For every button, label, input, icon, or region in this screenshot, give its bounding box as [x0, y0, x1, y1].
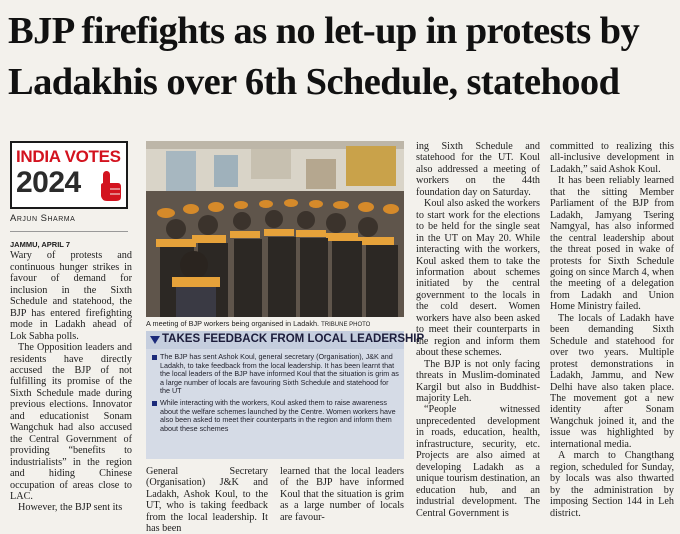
lead-paragraph: Wary of protests and continuous hunger strikes in favour of demand for inclusion in the Sixth Schedule and statehood, the BJP has entered firefighting mode in Ladakh ahead of Lok Sabha polls.	[10, 250, 132, 342]
feedback-sidebar	[146, 331, 425, 459]
badge-line-1: INDIA VOTES	[16, 147, 121, 166]
photo-caption	[146, 319, 404, 328]
sidebar-header	[146, 331, 425, 349]
india-votes-badge	[10, 141, 128, 209]
paragraph: learned that the local leaders of the BJP have informed Koul that the situation is grim as a large number of locals are favour-	[280, 466, 404, 523]
byline: Arjun Sharma	[10, 213, 76, 224]
article-column-3	[416, 141, 540, 519]
headline	[8, 6, 672, 108]
headline-line-1: BJP firefights as no let-up in protests by	[8, 10, 640, 52]
paragraph: committed to realizing this all-inclusive development in Ladakh,” said Ashok Koul.	[550, 141, 674, 175]
article-column-4	[550, 141, 674, 519]
paragraph: A march to Changthang region, scheduled for Sunday, by locals was also thwarted by the administration by imposing Section 144 in Leh district.	[550, 450, 674, 519]
paragraph: However, the BJP sent its	[18, 502, 123, 514]
article-column-2b	[280, 466, 404, 523]
paragraph: Koul also asked the workers to start work for the elections to be held for the single seat in the UT on May 20. While interacting with the workers, Koul asked them to take the information about schemes initiated by the central government to the locals in the cold desert. Women workers have also been asked to meet their counterparts in the region and inform them about these schemes.	[416, 198, 540, 359]
sidebar-bullet: The BJP has sent Ashok Koul, general secretary (Organisation), J&K and Ladakh, to take feedback from the local leadership. It has been learnt that the local leaders of the BJP have informed Koul that the situation is grim as a large number of locals are favouring Sixth Schedule and statehood for the UT	[152, 353, 400, 396]
dateline: JAMMU, APRIL 7	[10, 240, 71, 249]
sidebar-title: TAKES FEEDBACK FROM LOCAL LEADERSHIP	[162, 333, 425, 345]
square-bullet-icon	[152, 355, 157, 360]
paragraph: ing Sixth Schedule and statehood for the UT. Koul also addressed a meeting of workers on the 44th foundation day on Saturday.	[416, 141, 540, 198]
paragraph: “People witnessed unprecedented development in roads, education, health, infrastructure, security, etc. Projects are also aimed at developing Ladakh as a unique tourism destination, an education hub, and an industrial development. The Central Government is	[416, 404, 540, 519]
headline-line-2: Ladakhis over 6th Schedule, statehood	[8, 61, 620, 103]
voting-finger-icon	[100, 171, 122, 201]
caption-text: A meeting of BJP workers being organised in Ladakh.	[146, 319, 320, 328]
sidebar-bullet: While interacting with the workers, Koul asked them to raise awareness about the welfare schemes launched by the Centre. Women workers have also been asked to meet their counterparts in the region and inform them about these schemes	[152, 399, 400, 433]
badge-year: 2024	[16, 166, 81, 199]
meeting-photo	[146, 141, 404, 317]
paragraph: The BJP is not only facing threats in Muslim-dominated Kargil but also in Buddhist-majority Leh.	[416, 358, 540, 404]
article-column-1	[10, 239, 132, 514]
square-bullet-icon	[152, 401, 157, 406]
sidebar-bullets	[152, 353, 400, 436]
paragraph: It has been reliably learned that the sitting Member Parliament of the BJP from Ladakh, Jamyang Tsering Namgyal, has also informed the central leadership about the threat posed in wake of protests for Sixth Schedule going on since March 4, when the meeting of a delegation from Ladakh and Union Home Ministry failed.	[550, 175, 674, 313]
paragraph: The Opposition leaders and residents have directly accused the BJP of not fulfilling its promise of the Sixth Schedule made during previous elections. Innovator and educationist Sonam Wangchuk had also accused the Central Government of providing “benefits to industrialists” in the region and hiding Chinese occupation of areas close to LAC.	[10, 342, 132, 502]
triangle-marker-icon	[150, 336, 160, 344]
paragraph: General Secretary (Organisation) J&K and Ladakh, Ashok Koul, to the UT, who is taking feedback from the local leadership. It has been	[146, 466, 268, 534]
meeting-photo-illustration	[146, 141, 404, 317]
byline-divider	[10, 231, 128, 232]
paragraph: The locals of Ladakh have been demanding Sixth Schedule and statehood for over two years. Multiple protest demonstrations in Ladakh, Jammu, and New Delhi have also taken place. The movement got a new identity after Sonam Wangchuk joined it, and the issue was highlighted by international media.	[550, 312, 674, 450]
article-column-2a	[146, 466, 268, 534]
photo-credit: TRIBUNE PHOTO	[321, 322, 371, 328]
